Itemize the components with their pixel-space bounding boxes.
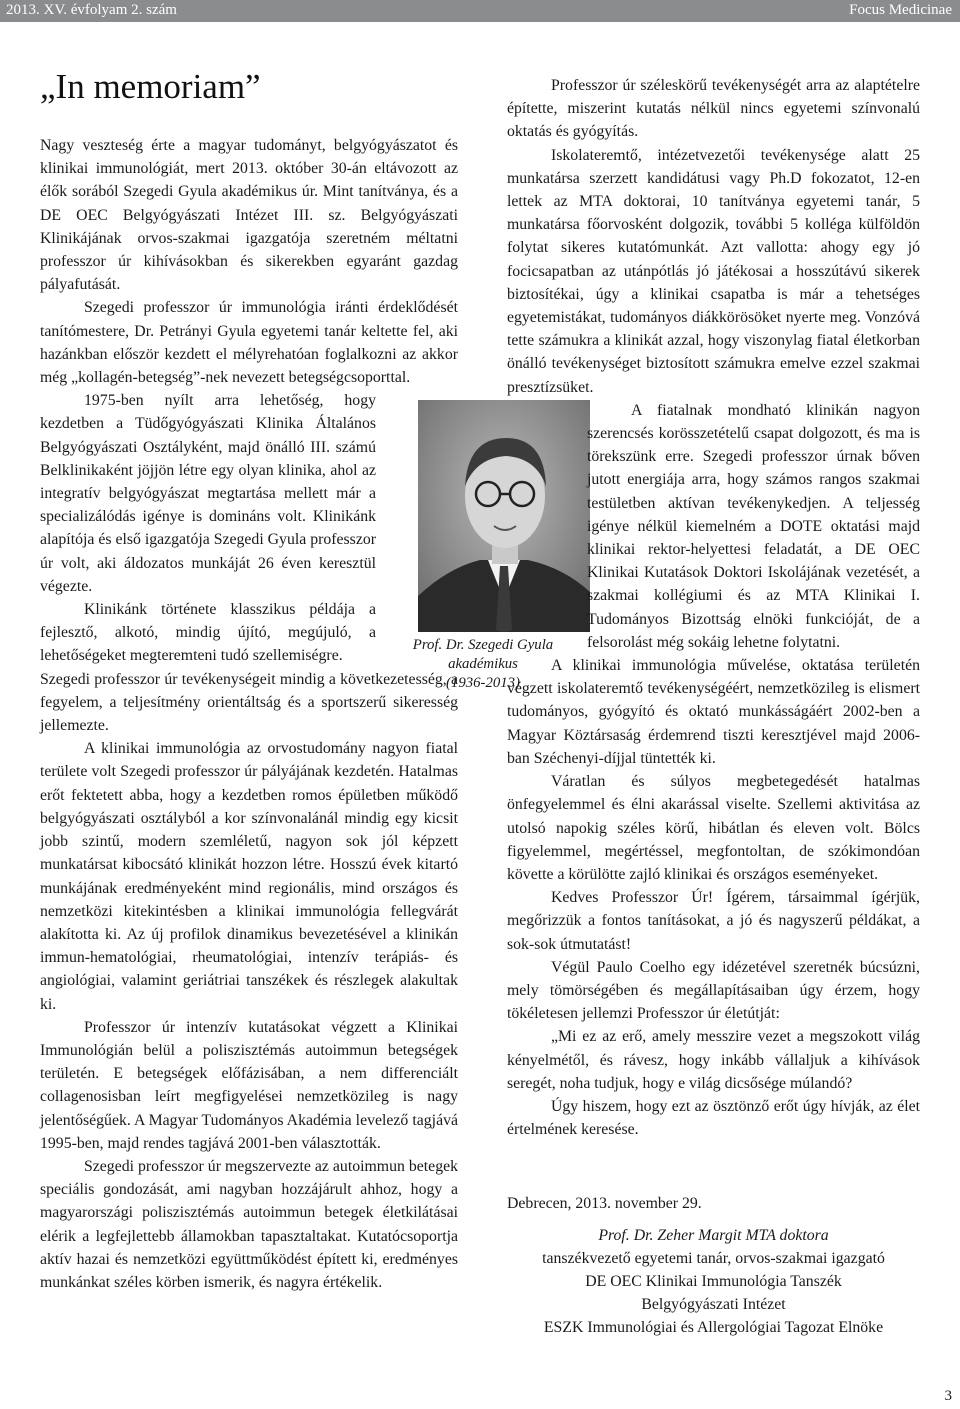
left-column [40,134,458,1294]
journal-name: Focus Medicinae [849,2,952,18]
author-department: DE OEC Klinikai Immunológia Tanszék [585,1273,842,1290]
paragraph: Professzor úr széleskörű tevékenységét arra az alaptételre építette, miszerint kutatás nélkül nincs egyetemi színvonalú oktatás és gyógyítás. [507,77,920,141]
paragraph: Szegedi professzor úr immunológia iránti érdeklődését tanítómestere, Dr. Petrányi Gyula egyetemi tanár keltette fel, aki hazánkban először kezdett el mélyrehatóan foglalkozni az akkor még „kollagén-betegség”-nek nevezett betegségcsoporttal. [40,299,458,387]
paragraph: Úgy hiszem, hogy ezt az ösztönző erőt úgy hívják, az élet értelmének keresése. [507,1097,920,1139]
paragraph: Végül Paulo Coelho egy idézetével szeretnék búcsúzni, mely tömörségében és megállapításaiban úgy érzem, hogy tökéletesen jellemzi Professzor úr életútját: [507,958,920,1023]
author-name: Prof. Dr. Zeher Margit MTA doktora [598,1227,829,1244]
caption-title: akadémikus [448,656,518,672]
paragraph: Iskolateremtő, intézetvezetői tevékenysége alatt 25 munkatársa szerzett kandidátusi vagy Ph.D fokozatot, 12-en lettek az MTA doktorai, 10 tanítványa egyetemi tanár, 5 munkatársa főorvosként dolgozik, további 5 kolléga külföldön folytat sikeres kutatómunkát. Azt vallotta: ahogy egy jó focicsapatban az utánpótlás jó játékosai a hosszútávú sikerek biztosítékai, úgy a klinikai csapatba is már a tehetséges egyetemistákat, tudományos diákkörösöket nyerte meg. Vonzóvá tette számukra a klinikát azzal, hogy viszonylag fiatal életkorban önálló tevékenységet biztosított számukra emelve ezzel szakmai presztízsüket. [507,146,920,396]
signature-date: Debrecen, 2013. november 29. [507,1195,702,1212]
paragraph: Kedves Professzor Úr! Ígérem, társaimmal ígérjük, megőrizzük a fontos tanításokat, a jó és nagyszerű példákat, a sok-sok útmutatást! [507,889,920,953]
signature-block [507,1224,920,1339]
paragraph: Klinikánk története klasszikus példája a fejlesztő, alkotó, mindig újító, megújuló, a lehetőségeket megteremteni tudó szellemiségre. [40,601,376,665]
paragraph: A fiatalnak mondható klinikán nagyon szerencsés korösszetételű csapat dolgozott, és ma is törekszünk erre. Szegedi professzor úrnak bőven jutott energiája arra, hogy számos rangos szakmai testületben aktívan tevékenykedjen. A teljesség igénye nélkül kiemelném a DOTE oktatási majd klinikai rektor-helyettesi feladatát, a DE OEC Klinikai Kutatások Doktori Iskolájának vezetését, a szakmai kollégiumi és az MTA Klinikai I. Tudományos Bizottság elnöki funkcióját, de a felsorolást még sokáig lehetne folytatni. [587,401,920,651]
quote: „Mi ez az erő, amely messzire vezet a megszokott világ kényelmétől, és rávesz, hogy inkább vállaljuk a kihívások seregét, noha tudjuk, hogy e világ dicsősége múlandó? [507,1028,920,1092]
paragraph: 1975-ben nyílt arra lehetőség, hogy kezdetben a Tüdőgyógyászati Klinika Általános Belgyógyászati Osztályként, majd önálló III. számú Belklinikaként jöjjön létre egy olyan klinika, ahol az integratív belgyógyászat megtartása mellett már a specializálódás igénye is domináns volt. Klinikánk alapítója és első igazgatója Szegedi Gyula professzor úr volt, aki áldozatos munkáját 26 éven keresztül végezte. [40,392,377,595]
article-title: „In memoriam” [40,67,261,106]
page-header [0,0,960,22]
paragraph: Nagy veszteség érte a magyar tudományt, belgyógyászatot és klinikai immunológiát, mert 2013. október 30-án eltávozott az élők sorából Szegedi Gyula akadémikus úr. Mint tanítványa, és a DE OEC Belgyógyászati Intézet III. sz. Belgyógyászati Klinikájának orvos-szakmai igazgatója szeretném méltatni professzor úr kihívásokban és sikerekben egyaránt gazdag pályafutását. [40,137,458,294]
paragraph: Váratlan és súlyos megbetegedését hatalmas önfegyelemmel és élni akarással viselte. Szellemi aktivitása az utolsó napokig széles körű, hibátlan és eleven volt. Bölcs figyelemmel, megértéssel, megfontoltan, de szókimondóan követte a körülötte zajló klinikai és országos eseményeket. [507,773,920,883]
caption-dates: (1936-2013) [446,675,520,691]
paragraph: A klinikai immunológia az orvostudomány nagyon fiatal területe volt Szegedi professzor úr pályájának kezdetén. Hatalmas erőt fektetett abba, hogy a kezdetben romos épületben működő belgyógyászati osztályból a kor színvonalánál mindig egy kicsit jobb szintű, modern szemléletű, nagyon sok jól képzett munkatársat kibocsátó klinikát hozzon létre. Hosszú évek kitartó munkájának eredményeként mind regionális, mind országos és nemzetközi kitekintésben a klinikai immunológia fellegvárát alakította ki. Az új profilok dinamikus bevezetésével a klinikán immun-hematológiai, rheumatológiai, intenzív terápiás- és angiológiai, valamint geriátriai tanszékek és részlegek alakultak ki. [40,740,458,1013]
paragraph: Szegedi professzor úr tevékenységeit mindig a következetesség, a fegyelem, a teljesítmény orientáltság és a sportszerű sikeresség jellemezte. [40,670,458,735]
paragraph: A klinikai immunológia művelése, oktatása területén végzett iskolateremtő tevékenységéért, nemzetközileg is elismert tudományos, gyógyító és oktató munkásságáért 2002-ben a Magyar Köztársaság érdemrend tiszti keresztjével majd 2006-ban Széchenyi-díjjal tüntették ki. [507,657,920,767]
page-number: 3 [944,1388,952,1404]
caption-name: Prof. Dr. Szegedi Gyula [412,637,554,653]
author-institute: Belgyógyászati Intézet [641,1296,786,1313]
right-column [507,74,920,1141]
author-society: ESZK Immunológiai és Allergológiai Tagozat Elnöke [543,1319,884,1336]
issue-info: 2013. XV. évfolyam 2. szám [6,2,177,18]
paragraph: Professzor úr intenzív kutatásokat végzett a Klinikai Immunológián belül a poliszisztémás autoimmun betegségek területén. E betegségek előfázisában, a nem differenciált collagenosisban leírt megfigyelései nemzetközileg is nagy jelentőségűek. A Magyar Tudományos Akadémia levelező tagjává 1995-ben, majd rendes tagjává 2001-ben választották. [40,1018,458,1152]
author-position: tanszékvezető egyetemi tanár, orvos-szakmai igazgató [542,1250,885,1267]
paragraph: Szegedi professzor úr megszervezte az autoimmun betegek speciális gondozását, ami nagyban hozzájárult ahhoz, hogy a magyarországi poliszisztémás autoimmun betegek életkilátásai elérik a legfejlettebb államokban tapasztaltakat. Kutatócsoportja aktív hazai és nemzetközi együttműködést épített ki, eredményes munkánkat széles körben ismerik, és nagyra értékelik. [40,1157,458,1291]
